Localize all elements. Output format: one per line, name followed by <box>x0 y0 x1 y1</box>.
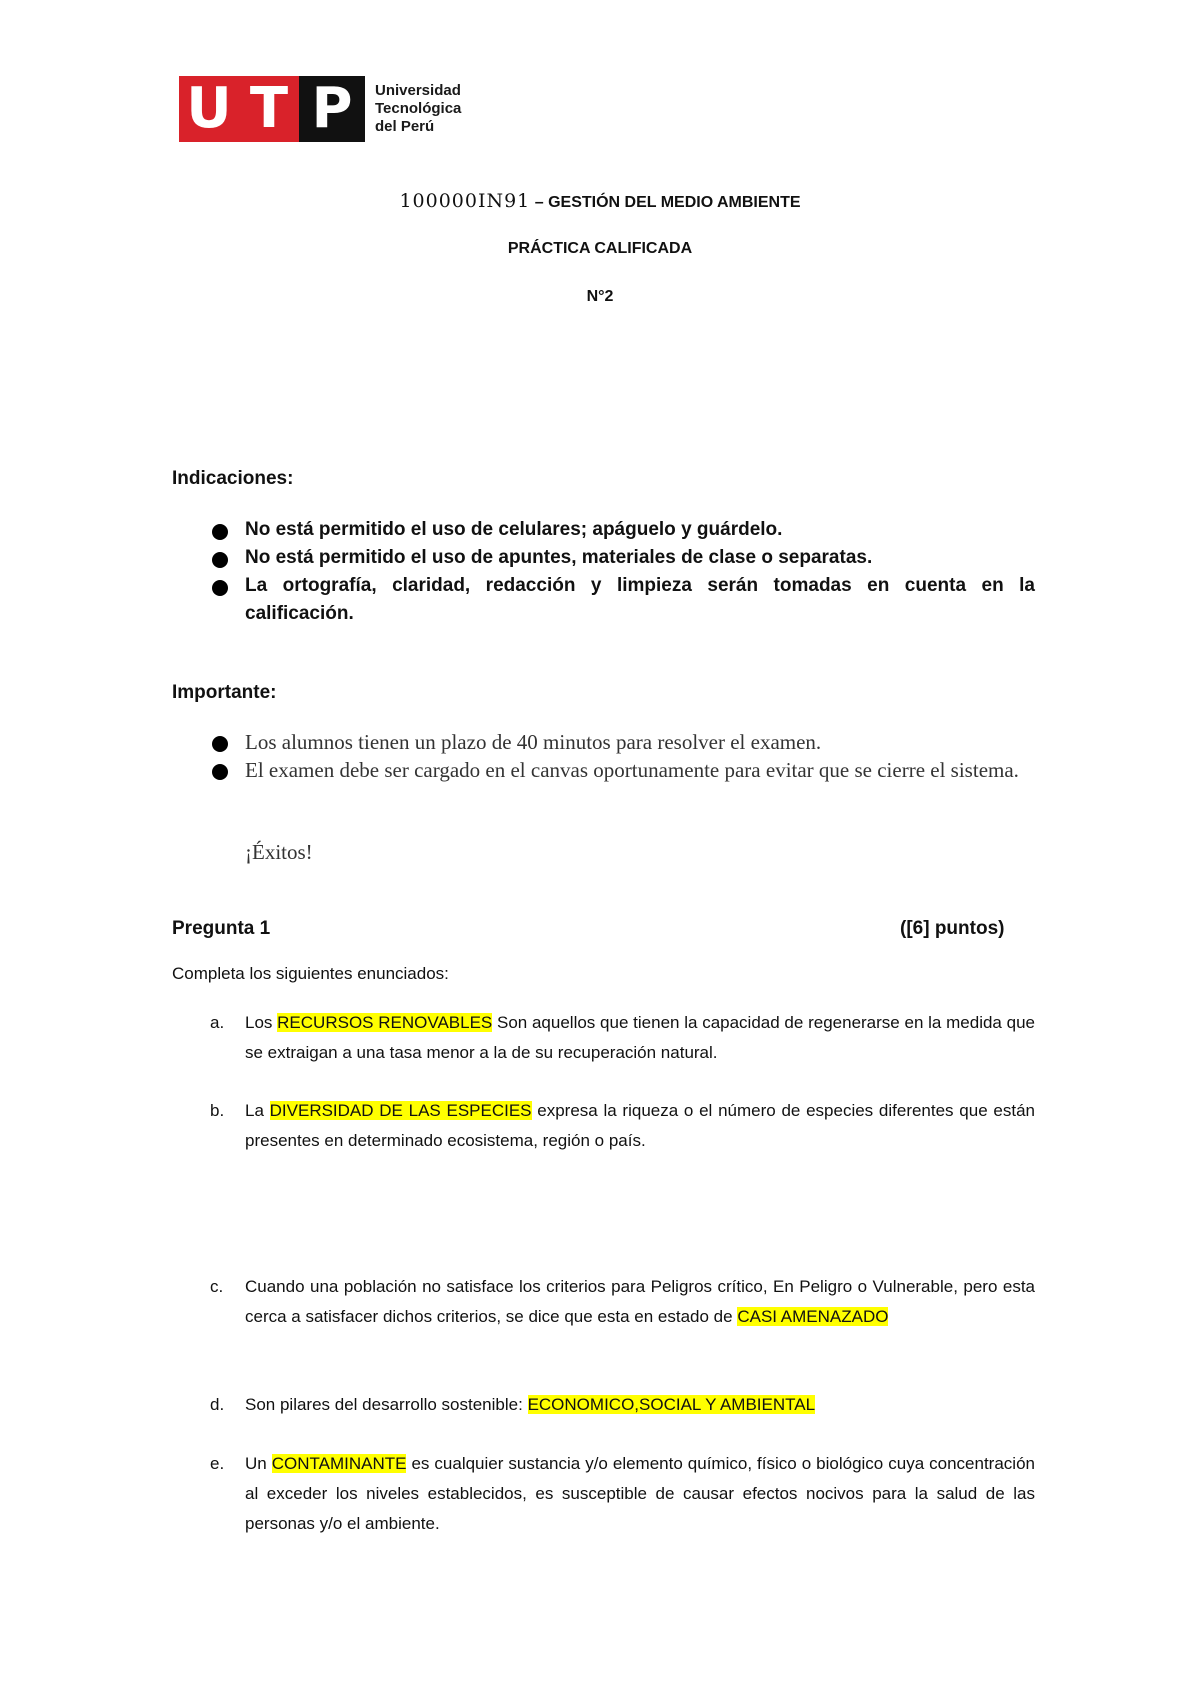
logo-letter-p: P <box>311 76 353 141</box>
bullet-icon <box>212 552 228 568</box>
question-title: Pregunta 1 <box>172 918 271 939</box>
logo-red-block <box>179 76 299 142</box>
logo-black-block <box>299 76 365 142</box>
item-letter: a. <box>210 1013 225 1032</box>
answer-highlight: CONTAMINANTE <box>271 1454 407 1473</box>
logo-text-line-2: Tecnológica <box>375 100 462 117</box>
logo-letter-u: U <box>186 76 232 141</box>
item-letter: d. <box>210 1395 225 1414</box>
importante-list <box>210 728 1035 784</box>
indicaciones-heading: Indicaciones: <box>172 468 294 489</box>
indicaciones-list <box>210 516 1035 628</box>
course-title <box>0 190 1200 212</box>
list-item: La ortografía, claridad, redacción y limpieza serán tomadas en cuenta en la calificación. <box>210 572 1035 628</box>
utp-logo <box>179 76 461 142</box>
question-item-c: c. Cuando una población no satisface los criterios para Peligros crítico, En Peligro o Vulnerable, pero esta cerca a satisfacer dichos criterios, se dice que esta en estado de CASI AMENAZADO <box>210 1272 1035 1332</box>
question-points: ([6] puntos) <box>900 918 1005 939</box>
bullet-icon <box>212 524 228 540</box>
course-code: 100000IN91 <box>399 190 531 212</box>
logo-text <box>375 82 461 136</box>
bullet-icon <box>212 736 228 752</box>
bullet-icon <box>212 764 228 780</box>
list-item: No está permitido el uso de apuntes, materiales de clase o separatas. <box>210 544 1035 572</box>
logo-text-line-1: Universidad <box>375 82 461 99</box>
question-item-a: a. Los RECURSOS RENOVABLES Son aquellos que tienen la capacidad de regenerarse en la medida que se extraigan a una tasa menor a la de su recuperación natural. <box>210 1008 1035 1068</box>
question-item-d: d. Son pilares del desarrollo sostenible: ECONOMICO,SOCIAL Y AMBIENTAL <box>210 1390 1035 1420</box>
list-item: El examen debe ser cargado en el canvas oportunamente para evitar que se cierre el sistema. <box>210 756 1035 784</box>
list-item: No está permitido el uso de celulares; apáguelo y guárdelo. <box>210 516 1035 544</box>
closing-text: ¡Éxitos! <box>245 840 313 864</box>
question-item-b: b. La DIVERSIDAD DE LAS ESPECIES expresa la riqueza o el número de especies diferentes que están presentes en determinado ecosistema, región o país. <box>210 1096 1035 1156</box>
bullet-icon <box>212 580 228 596</box>
item-letter: b. <box>210 1101 225 1120</box>
exam-title: PRÁCTICA CALIFICADA <box>507 240 693 257</box>
answer-highlight: ECONOMICO,SOCIAL Y AMBIENTAL <box>527 1395 816 1414</box>
question-intro: Completa los siguientes enunciados: <box>172 964 449 983</box>
list-item: Los alumnos tienen un plazo de 40 minutos para resolver el examen. <box>210 728 1035 756</box>
item-letter: e. <box>210 1454 225 1473</box>
logo-letter-t: T <box>249 76 289 141</box>
logo-text-line-3: del Perú <box>375 118 435 135</box>
answer-highlight: CASI AMENAZADO <box>737 1307 889 1326</box>
answer-highlight: DIVERSIDAD DE LAS ESPECIES <box>269 1101 532 1120</box>
course-name: – GESTIÓN DEL MEDIO AMBIENTE <box>534 194 801 211</box>
importante-heading: Importante: <box>172 682 277 703</box>
answer-highlight: RECURSOS RENOVABLES <box>277 1013 493 1032</box>
item-letter: c. <box>210 1277 224 1296</box>
question-item-e: e. Un CONTAMINANTE es cualquier sustancia y/o elemento químico, físico o biológico cuya concentración al exceder los niveles establecidos, es susceptible de causar efectos nocivos para la salud de las personas y/o el ambiente. <box>210 1449 1035 1539</box>
exam-number: N°2 <box>586 288 614 305</box>
